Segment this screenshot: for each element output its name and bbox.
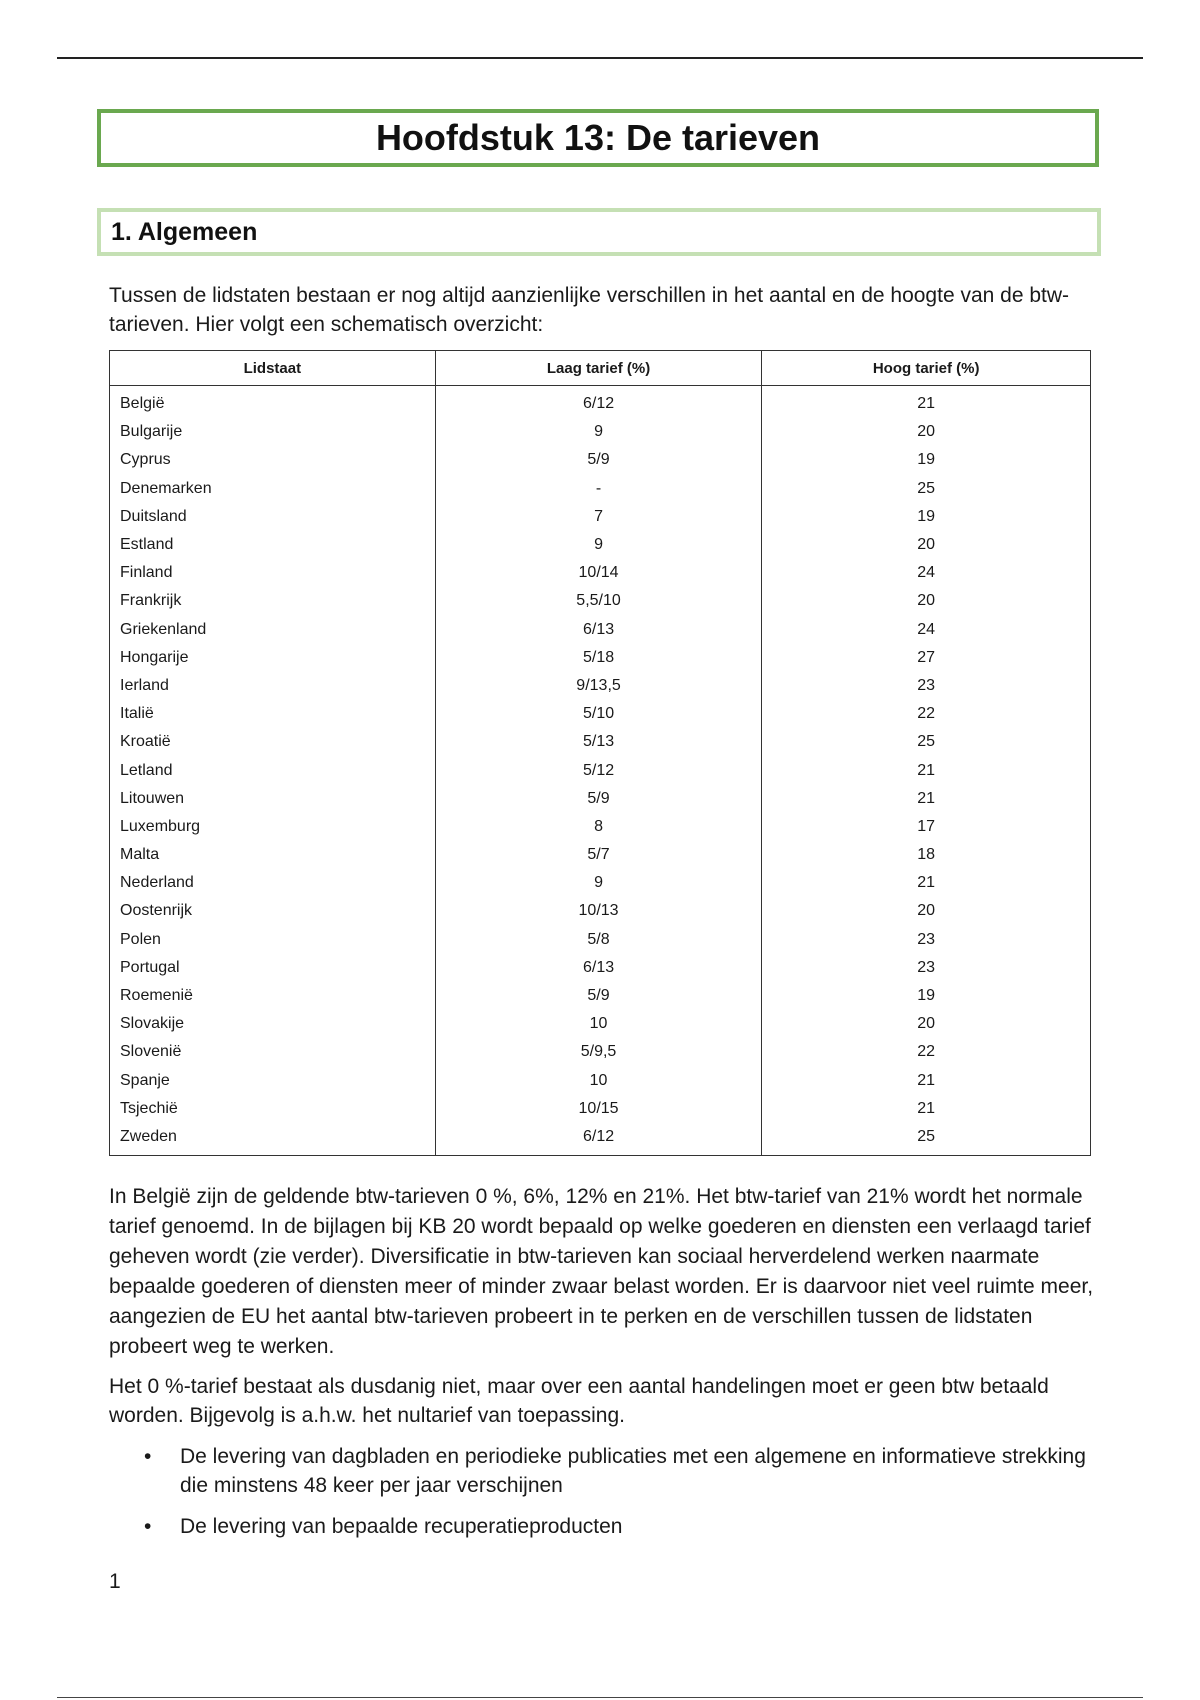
section-heading: 1. Algemeen (97, 208, 1101, 256)
body-paragraph-zero-rate: Het 0 %-tarief bestaat als dusdanig niet, maar over een aantal handelingen moet er geen btw betaald worden. Bijgevolg is a.h.w. het nultarief van toepassing. (109, 1375, 1049, 1427)
cell-high-rate: 25 (762, 475, 1091, 503)
cell-low-rate: 5/8 (435, 926, 762, 954)
table-row (110, 531, 1091, 559)
table-row (110, 728, 1091, 756)
cell-high-rate: 25 (762, 728, 1091, 756)
cell-member-state: Bulgarije (120, 423, 183, 441)
cell-low-rate: 9 (435, 531, 762, 559)
bullet-icon: • (144, 1445, 152, 1468)
cell-low-rate: 5/12 (435, 756, 762, 784)
cell-low-rate: 9 (435, 418, 762, 446)
cell-high-rate: 24 (762, 559, 1091, 587)
cell-low-rate: 9 (435, 869, 762, 897)
cell-high-rate: 21 (762, 1067, 1091, 1095)
list-item (109, 1512, 1099, 1541)
table-body (110, 386, 1091, 1156)
table-row (110, 1038, 1091, 1066)
column-header-high-rate: Hoog tarief (%) (762, 351, 1091, 386)
cell-low-rate: 6/12 (435, 386, 762, 419)
cell-low-rate: 10/15 (435, 1095, 762, 1123)
cell-member-state: Estland (120, 536, 174, 554)
table-row (110, 587, 1091, 615)
cell-low-rate: 5/13 (435, 728, 762, 756)
table-row (110, 841, 1091, 869)
cell-low-rate: 8 (435, 813, 762, 841)
cell-member-state: Roemenië (120, 987, 193, 1005)
table-row (110, 926, 1091, 954)
table-row (110, 700, 1091, 728)
cell-high-rate: 23 (762, 926, 1091, 954)
table-row (110, 559, 1091, 587)
cell-low-rate: 5/9 (435, 785, 762, 813)
cell-member-state: Oostenrijk (120, 902, 193, 920)
cell-high-rate: 19 (762, 982, 1091, 1010)
intro-paragraph: Tussen de lidstaten bestaan er nog altijd aanzienlijke verschillen in het aantal en de hoogte van de btw-tarieven. Hier volgt een schematisch overzicht: (109, 284, 1070, 336)
cell-high-rate: 22 (762, 700, 1091, 728)
cell-member-state: Kroatië (120, 733, 171, 751)
table-row (110, 672, 1091, 700)
cell-low-rate: 5,5/10 (435, 587, 762, 615)
table-row (110, 869, 1091, 897)
cell-low-rate: 10 (435, 1010, 762, 1038)
table-row (110, 982, 1091, 1010)
cell-high-rate: 27 (762, 644, 1091, 672)
cell-member-state: Nederland (120, 874, 194, 892)
cell-high-rate: 20 (762, 531, 1091, 559)
vat-rates-table (109, 350, 1091, 1156)
table-row (110, 475, 1091, 503)
cell-high-rate: 20 (762, 587, 1091, 615)
list-item (109, 1442, 1099, 1500)
page-number: 1 (109, 1570, 121, 1593)
cell-low-rate: 10/13 (435, 897, 762, 925)
table-row (110, 446, 1091, 474)
cell-low-rate: 5/7 (435, 841, 762, 869)
cell-high-rate: 23 (762, 954, 1091, 982)
cell-high-rate: 21 (762, 785, 1091, 813)
cell-high-rate: 21 (762, 756, 1091, 784)
cell-member-state: Griekenland (120, 620, 207, 638)
header-rule (57, 57, 1143, 59)
table-row (110, 644, 1091, 672)
zero-rate-list (109, 1442, 1099, 1553)
table-row (110, 1010, 1091, 1038)
cell-high-rate: 19 (762, 446, 1091, 474)
chapter-title: Hoofdstuk 13: De tarieven (97, 109, 1099, 167)
cell-member-state: Italië (120, 705, 154, 723)
cell-low-rate: 5/9 (435, 446, 762, 474)
body-paragraph-rates-belgium: In België zijn de geldende btw-tarieven 0 %, 6%, 12% en 21%. Het btw-tarief van 21% wordt het normale tarief genoemd. In de bijlagen bij KB 20 wordt bepaald op welke goederen en diensten een verlaagd tarief geheven wordt (zie verder). Diversificatie in btw-tarieven kan sociaal herverdelend werken naarmate bepaalde goederen of diensten meer of minder zwaar belast worden. Er is daarvoor niet veel ruimte meer, aangezien de EU het aantal btw-tarieven probeert in te perken en de verschillen tussen de lidstaten probeert weg te werken. (109, 1185, 1094, 1358)
cell-high-rate: 23 (762, 672, 1091, 700)
table-row (110, 785, 1091, 813)
cell-low-rate: 6/13 (435, 616, 762, 644)
table-row (110, 386, 1091, 419)
table-row (110, 616, 1091, 644)
cell-member-state: Cyprus (120, 451, 171, 469)
cell-member-state: Litouwen (120, 789, 185, 807)
cell-low-rate: 6/12 (435, 1123, 762, 1156)
table-row (110, 756, 1091, 784)
cell-member-state: Malta (120, 846, 160, 864)
cell-low-rate: 7 (435, 503, 762, 531)
cell-member-state: Polen (120, 930, 161, 948)
table-row (110, 1095, 1091, 1123)
cell-low-rate: 9/13,5 (435, 672, 762, 700)
cell-high-rate: 18 (762, 841, 1091, 869)
cell-low-rate: - (435, 475, 762, 503)
cell-member-state: Finland (120, 564, 173, 582)
table-row (110, 1123, 1091, 1156)
cell-member-state: Slovakije (120, 1015, 185, 1033)
table-row (110, 1067, 1091, 1095)
cell-high-rate: 20 (762, 897, 1091, 925)
cell-high-rate: 21 (762, 1095, 1091, 1123)
cell-member-state: Frankrijk (120, 592, 182, 610)
cell-member-state: Duitsland (120, 507, 187, 525)
cell-low-rate: 10/14 (435, 559, 762, 587)
table-header-row (110, 351, 1091, 386)
footer-rule (57, 1697, 1143, 1698)
table-row (110, 897, 1091, 925)
cell-member-state: Zweden (120, 1127, 177, 1145)
bullet-icon: • (144, 1515, 152, 1538)
cell-member-state: Denemarken (120, 479, 212, 497)
cell-low-rate: 5/9,5 (435, 1038, 762, 1066)
cell-member-state: Spanje (120, 1071, 170, 1089)
table-row (110, 813, 1091, 841)
cell-high-rate: 20 (762, 418, 1091, 446)
cell-low-rate: 6/13 (435, 954, 762, 982)
cell-member-state: Luxemburg (120, 817, 201, 835)
cell-member-state: Tsjechië (120, 1099, 178, 1117)
table-row (110, 503, 1091, 531)
cell-member-state: Ierland (120, 676, 169, 694)
cell-high-rate: 21 (762, 869, 1091, 897)
cell-member-state: Portugal (120, 958, 180, 976)
cell-low-rate: 5/9 (435, 982, 762, 1010)
cell-high-rate: 21 (762, 386, 1091, 419)
cell-high-rate: 17 (762, 813, 1091, 841)
cell-low-rate: 5/18 (435, 644, 762, 672)
list-item-text: De levering van bepaalde recuperatieproducten (180, 1515, 623, 1538)
cell-low-rate: 10 (435, 1067, 762, 1095)
cell-member-state: Hongarije (120, 648, 189, 666)
column-header-low-rate: Laag tarief (%) (435, 351, 762, 386)
cell-high-rate: 20 (762, 1010, 1091, 1038)
cell-member-state: België (120, 395, 165, 413)
list-item-text: De levering van dagbladen en periodieke publicaties met een algemene en informatieve strekking die minstens 48 keer per jaar verschijnen (180, 1445, 1086, 1497)
cell-member-state: Slovenië (120, 1043, 182, 1061)
column-header-member-state: Lidstaat (110, 351, 436, 386)
cell-high-rate: 19 (762, 503, 1091, 531)
cell-high-rate: 25 (762, 1123, 1091, 1156)
cell-low-rate: 5/10 (435, 700, 762, 728)
cell-high-rate: 24 (762, 616, 1091, 644)
cell-member-state: Letland (120, 761, 173, 779)
table-row (110, 954, 1091, 982)
table-row (110, 418, 1091, 446)
cell-high-rate: 22 (762, 1038, 1091, 1066)
